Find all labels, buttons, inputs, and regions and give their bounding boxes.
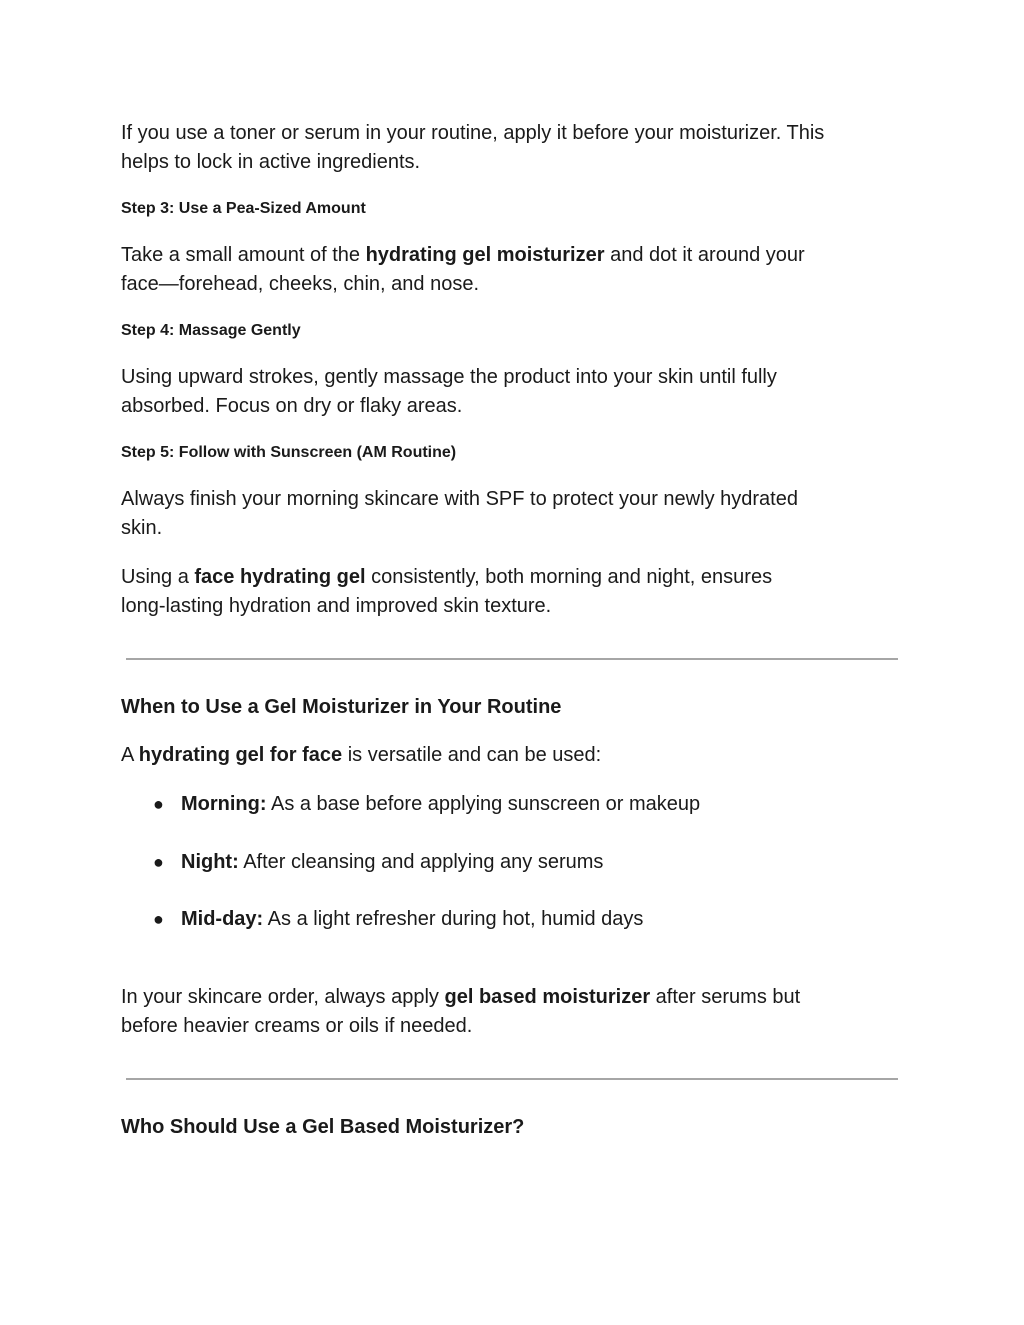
bullet-text: As a light refresher during hot, humid days bbox=[263, 908, 644, 930]
bullet-label: Night: bbox=[181, 851, 239, 873]
step-4-line-1: Using upward strokes, gently massage the product into your skin until fully bbox=[121, 366, 777, 388]
step-5-paragraph bbox=[121, 485, 901, 542]
step-4-line-2: absorbed. Focus on dry or flaky areas. bbox=[121, 394, 463, 417]
intro-line-2: helps to lock in active ingredients. bbox=[121, 150, 421, 173]
bullet-label: Morning: bbox=[181, 793, 267, 815]
step-4-paragraph bbox=[121, 363, 901, 420]
section-divider bbox=[126, 658, 898, 660]
when-intro-paragraph bbox=[121, 741, 901, 770]
step-4-heading: Step 4: Massage Gently bbox=[121, 322, 301, 339]
bullet-icon: ● bbox=[153, 909, 164, 929]
order-text-post: after serums but bbox=[650, 986, 801, 1008]
intro-paragraph bbox=[121, 119, 901, 176]
step-3-paragraph bbox=[121, 241, 901, 298]
order-line-2: before heavier creams or oils if needed. bbox=[121, 1014, 473, 1037]
intro-line-1: If you use a toner or serum in your routine, apply it before your moisturizer. This bbox=[121, 122, 825, 144]
bullet-label: Mid-day: bbox=[181, 908, 264, 930]
order-bold-term: gel based moisturizer bbox=[444, 986, 651, 1008]
step-5-line-2: skin. bbox=[121, 516, 163, 539]
order-text-pre: In your skincare order, always apply bbox=[121, 986, 445, 1008]
summary-line-2: long-lasting hydration and improved skin texture. bbox=[121, 594, 552, 617]
bullet-icon: ● bbox=[153, 852, 164, 872]
step-5-line-1: Always finish your morning skincare with SPF to protect your newly hydrated bbox=[121, 488, 798, 510]
section-divider bbox=[126, 1078, 898, 1080]
step-3-text-post: and dot it around your bbox=[604, 244, 805, 266]
when-intro-pre: A bbox=[121, 744, 139, 766]
order-paragraph bbox=[121, 983, 901, 1040]
summary-text-post: consistently, both morning and night, ensures bbox=[365, 566, 773, 588]
bullet-icon: ● bbox=[153, 794, 164, 814]
step-5-heading: Step 5: Follow with Sunscreen (AM Routine) bbox=[121, 444, 457, 461]
when-section-heading: When to Use a Gel Moisturizer in Your Routine bbox=[121, 696, 562, 718]
step-3-bold-term: hydrating gel moisturizer bbox=[365, 244, 605, 266]
summary-text-pre: Using a bbox=[121, 566, 195, 588]
bullet-text: As a base before applying sunscreen or makeup bbox=[266, 793, 701, 815]
bullet-text: After cleansing and applying any serums bbox=[238, 851, 604, 873]
step-3-text-pre: Take a small amount of the bbox=[121, 244, 366, 266]
summary-bold-term: face hydrating gel bbox=[194, 566, 366, 588]
step-3-line-2: face—forehead, cheeks, chin, and nose. bbox=[121, 272, 480, 295]
when-intro-post: is versatile and can be used: bbox=[342, 744, 602, 766]
summary-paragraph bbox=[121, 563, 901, 620]
when-intro-bold-term: hydrating gel for face bbox=[138, 744, 343, 766]
step-3-heading: Step 3: Use a Pea-Sized Amount bbox=[121, 200, 366, 217]
who-section-heading: Who Should Use a Gel Based Moisturizer? bbox=[121, 1116, 525, 1138]
